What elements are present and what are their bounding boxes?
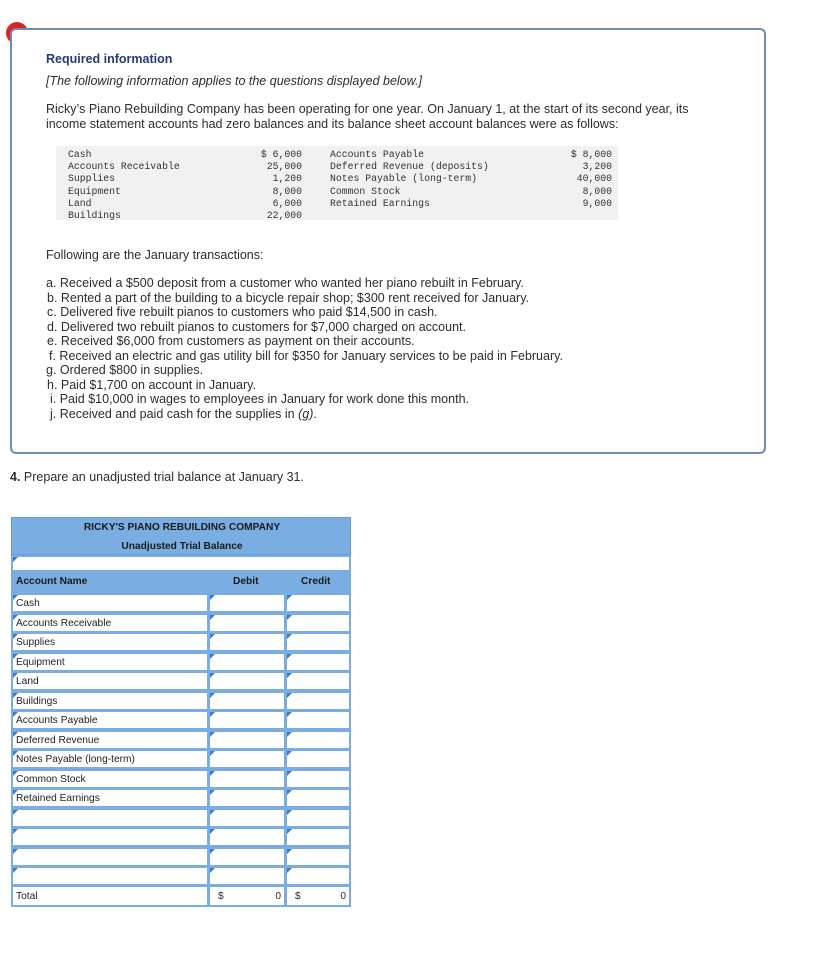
transaction-j-text: j. Received and paid cash for the supplies in	[50, 406, 299, 421]
right-account-values: $ 8,000 3,200 40,000 8,000 9,000	[570, 149, 612, 209]
debit-input[interactable]	[210, 829, 284, 845]
transaction-f: f. Received an electric and gas utility bill for $350 for January services to be paid in February.	[49, 348, 563, 363]
account-name-label: Buildings	[16, 695, 58, 707]
table-row	[11, 652, 351, 672]
credit-input[interactable]	[287, 673, 349, 689]
dropdown-marker-icon	[210, 790, 215, 795]
dropdown-marker-icon	[13, 810, 18, 815]
debit-input[interactable]	[210, 771, 284, 787]
dropdown-marker-icon	[210, 595, 215, 600]
account-name-input[interactable]	[13, 810, 207, 826]
dropdown-marker-icon	[287, 654, 292, 659]
debit-input[interactable]	[210, 732, 284, 748]
table-row	[11, 866, 351, 886]
dropdown-marker-icon	[13, 849, 18, 854]
account-name-header: Account Name	[16, 576, 88, 587]
dropdown-marker-icon	[210, 673, 215, 678]
question-text: Prepare an unadjusted trial balance at January 31.	[20, 470, 304, 484]
transaction-j-end: .	[313, 406, 317, 421]
transaction-j-reference: (g)	[298, 406, 314, 421]
credit-input[interactable]	[287, 810, 349, 826]
account-name-input[interactable]	[13, 868, 207, 884]
dropdown-marker-icon	[287, 693, 292, 698]
column-header-row	[11, 572, 351, 593]
credit-input[interactable]	[287, 634, 349, 650]
account-name-label: Accounts Receivable	[16, 617, 112, 629]
dropdown-marker-icon	[287, 634, 292, 639]
account-name-label: Supplies	[16, 637, 56, 648]
dropdown-marker-icon	[13, 557, 18, 562]
trial-balance-title: Unadjusted Trial Balance	[121, 541, 243, 552]
account-name-label: Accounts Payable	[16, 715, 98, 726]
credit-input[interactable]	[287, 712, 349, 728]
question-4	[10, 470, 304, 484]
credit-input[interactable]	[287, 751, 349, 767]
account-name-input[interactable]	[13, 849, 207, 865]
total-credit-value: 0	[340, 891, 346, 902]
transaction-e: e. Received $6,000 from customers as payment on their accounts.	[47, 334, 415, 348]
intro-line-1: Ricky’s Piano Rebuilding Company has been operating for one year. On January 1, at the start of its second year, its	[46, 102, 689, 116]
company-name: RICKY'S PIANO REBUILDING COMPANY	[83, 522, 281, 533]
trial-balance-table	[11, 517, 351, 909]
dropdown-marker-icon	[287, 868, 292, 873]
total-row	[11, 885, 351, 907]
account-name-label: Land	[16, 676, 39, 687]
dropdown-marker-icon	[210, 654, 215, 659]
trial-balance-header	[11, 517, 351, 555]
table-row	[11, 593, 351, 613]
transaction-j	[46, 407, 563, 422]
table-row	[11, 847, 351, 867]
debit-header: Debit	[233, 576, 259, 587]
date-input[interactable]	[13, 557, 349, 570]
dropdown-marker-icon	[210, 829, 215, 834]
dropdown-marker-icon	[287, 673, 292, 678]
dropdown-marker-icon	[287, 712, 292, 717]
debit-input[interactable]	[210, 810, 284, 826]
opening-balances-table	[56, 146, 618, 220]
account-name-label: Common Stock	[16, 773, 86, 785]
dropdown-marker-icon	[210, 732, 215, 737]
credit-input[interactable]	[287, 790, 349, 806]
left-account-values: $ 6,000 25,000 1,200 8,000 6,000 22,000	[260, 149, 302, 222]
dropdown-marker-icon	[210, 868, 215, 873]
dropdown-marker-icon	[287, 751, 292, 756]
date-row	[11, 555, 351, 572]
dropdown-marker-icon	[210, 634, 215, 639]
transaction-d: d. Delivered two rebuilt pianos to customers for $7,000 charged on account.	[47, 319, 466, 334]
table-row	[11, 788, 351, 808]
credit-input[interactable]	[287, 693, 349, 709]
intro-text	[46, 102, 746, 131]
debit-input[interactable]	[210, 615, 284, 631]
account-name-input[interactable]	[13, 751, 207, 767]
right-account-names: Accounts Payable Deferred Revenue (deposits) Notes Payable (long-term) Common Stock Retained Earnings	[330, 149, 489, 209]
dropdown-marker-icon	[210, 751, 215, 756]
required-information-box	[10, 28, 766, 454]
table-row	[11, 671, 351, 691]
dropdown-marker-icon	[287, 829, 292, 834]
dropdown-marker-icon	[287, 595, 292, 600]
dropdown-marker-icon	[287, 790, 292, 795]
debit-input[interactable]	[210, 673, 284, 689]
credit-input[interactable]	[287, 595, 349, 611]
debit-input[interactable]	[210, 712, 284, 728]
total-credit-symbol: $	[295, 891, 301, 902]
account-name-label: Cash	[16, 598, 40, 609]
debit-input[interactable]	[210, 790, 284, 806]
account-name-input[interactable]	[13, 732, 207, 748]
dropdown-marker-icon	[287, 771, 292, 776]
credit-input[interactable]	[287, 829, 349, 845]
dropdown-marker-icon	[13, 868, 18, 873]
table-row	[11, 691, 351, 711]
debit-input[interactable]	[210, 849, 284, 865]
account-name-input[interactable]	[13, 673, 207, 689]
total-credit-cell	[287, 887, 349, 905]
dropdown-marker-icon	[287, 849, 292, 854]
total-debit-value: 0	[275, 891, 281, 902]
debit-input[interactable]	[210, 751, 284, 767]
table-row	[11, 730, 351, 750]
account-name-input[interactable]	[13, 654, 207, 670]
account-name-label: Notes Payable (long-term)	[16, 754, 135, 765]
account-name-input[interactable]	[13, 771, 207, 787]
account-name-label: Deferred Revenue	[16, 734, 100, 746]
total-label: Total	[16, 891, 38, 902]
dropdown-marker-icon	[13, 829, 18, 834]
credit-header: Credit	[301, 576, 331, 587]
left-account-names: Cash Accounts Receivable Supplies Equipment Land Buildings	[68, 149, 180, 222]
credit-input[interactable]	[287, 849, 349, 865]
debit-input[interactable]	[210, 693, 284, 709]
table-row	[11, 613, 351, 633]
debit-input[interactable]	[210, 654, 284, 670]
account-name-input[interactable]	[13, 634, 207, 650]
account-name-input[interactable]	[13, 595, 207, 611]
dropdown-marker-icon	[287, 732, 292, 737]
dropdown-marker-icon	[210, 712, 215, 717]
intro-line-2: income statement accounts had zero balances and its balance sheet account balances were as follows:	[46, 116, 619, 131]
credit-input[interactable]	[287, 868, 349, 884]
account-name-input[interactable]	[13, 615, 207, 631]
transaction-b: b. Rented a part of the building to a bicycle repair shop; $300 rent received for January.	[47, 290, 530, 305]
table-row	[11, 808, 351, 828]
required-info-subtitle: [The following information applies to the questions displayed below.]	[46, 74, 422, 88]
transaction-i: i. Paid $10,000 in wages to employees in January for work done this month.	[50, 392, 469, 406]
transactions-heading: Following are the January transactions:	[46, 248, 264, 262]
credit-input[interactable]	[287, 615, 349, 631]
transaction-c: c. Delivered five rebuilt pianos to customers who paid $14,500 in cash.	[47, 305, 438, 319]
transactions-list	[46, 276, 563, 421]
credit-input[interactable]	[287, 654, 349, 670]
credit-input[interactable]	[287, 732, 349, 748]
account-name-input[interactable]	[13, 712, 207, 728]
dropdown-marker-icon	[287, 615, 292, 620]
debit-input[interactable]	[210, 868, 284, 884]
account-name-input[interactable]	[13, 829, 207, 845]
dropdown-marker-icon	[210, 693, 215, 698]
total-label-cell	[13, 887, 207, 905]
dropdown-marker-icon	[210, 771, 215, 776]
debit-input[interactable]	[210, 595, 284, 611]
account-name-label: Equipment	[16, 656, 65, 668]
total-debit-symbol: $	[218, 891, 224, 902]
question-number: 4.	[10, 470, 21, 484]
dropdown-marker-icon	[210, 810, 215, 815]
debit-input[interactable]	[210, 634, 284, 650]
account-name-label: Retained Earnings	[16, 793, 100, 804]
dropdown-marker-icon	[210, 849, 215, 854]
account-name-input[interactable]	[13, 693, 207, 709]
account-name-input[interactable]	[13, 790, 207, 806]
table-row	[11, 769, 351, 789]
dropdown-marker-icon	[287, 810, 292, 815]
transaction-a: a. Received a $500 deposit from a customer who wanted her piano rebuilt in February.	[46, 276, 524, 290]
required-info-title: Required information	[46, 52, 173, 66]
credit-input[interactable]	[287, 771, 349, 787]
transaction-h: h. Paid $1,700 on account in January.	[47, 377, 256, 392]
total-debit-cell	[210, 887, 284, 905]
table-row	[11, 827, 351, 847]
table-row	[11, 632, 351, 652]
transaction-g: g. Ordered $800 in supplies.	[46, 363, 204, 377]
dropdown-marker-icon	[210, 615, 215, 620]
table-row	[11, 749, 351, 769]
table-row	[11, 710, 351, 730]
